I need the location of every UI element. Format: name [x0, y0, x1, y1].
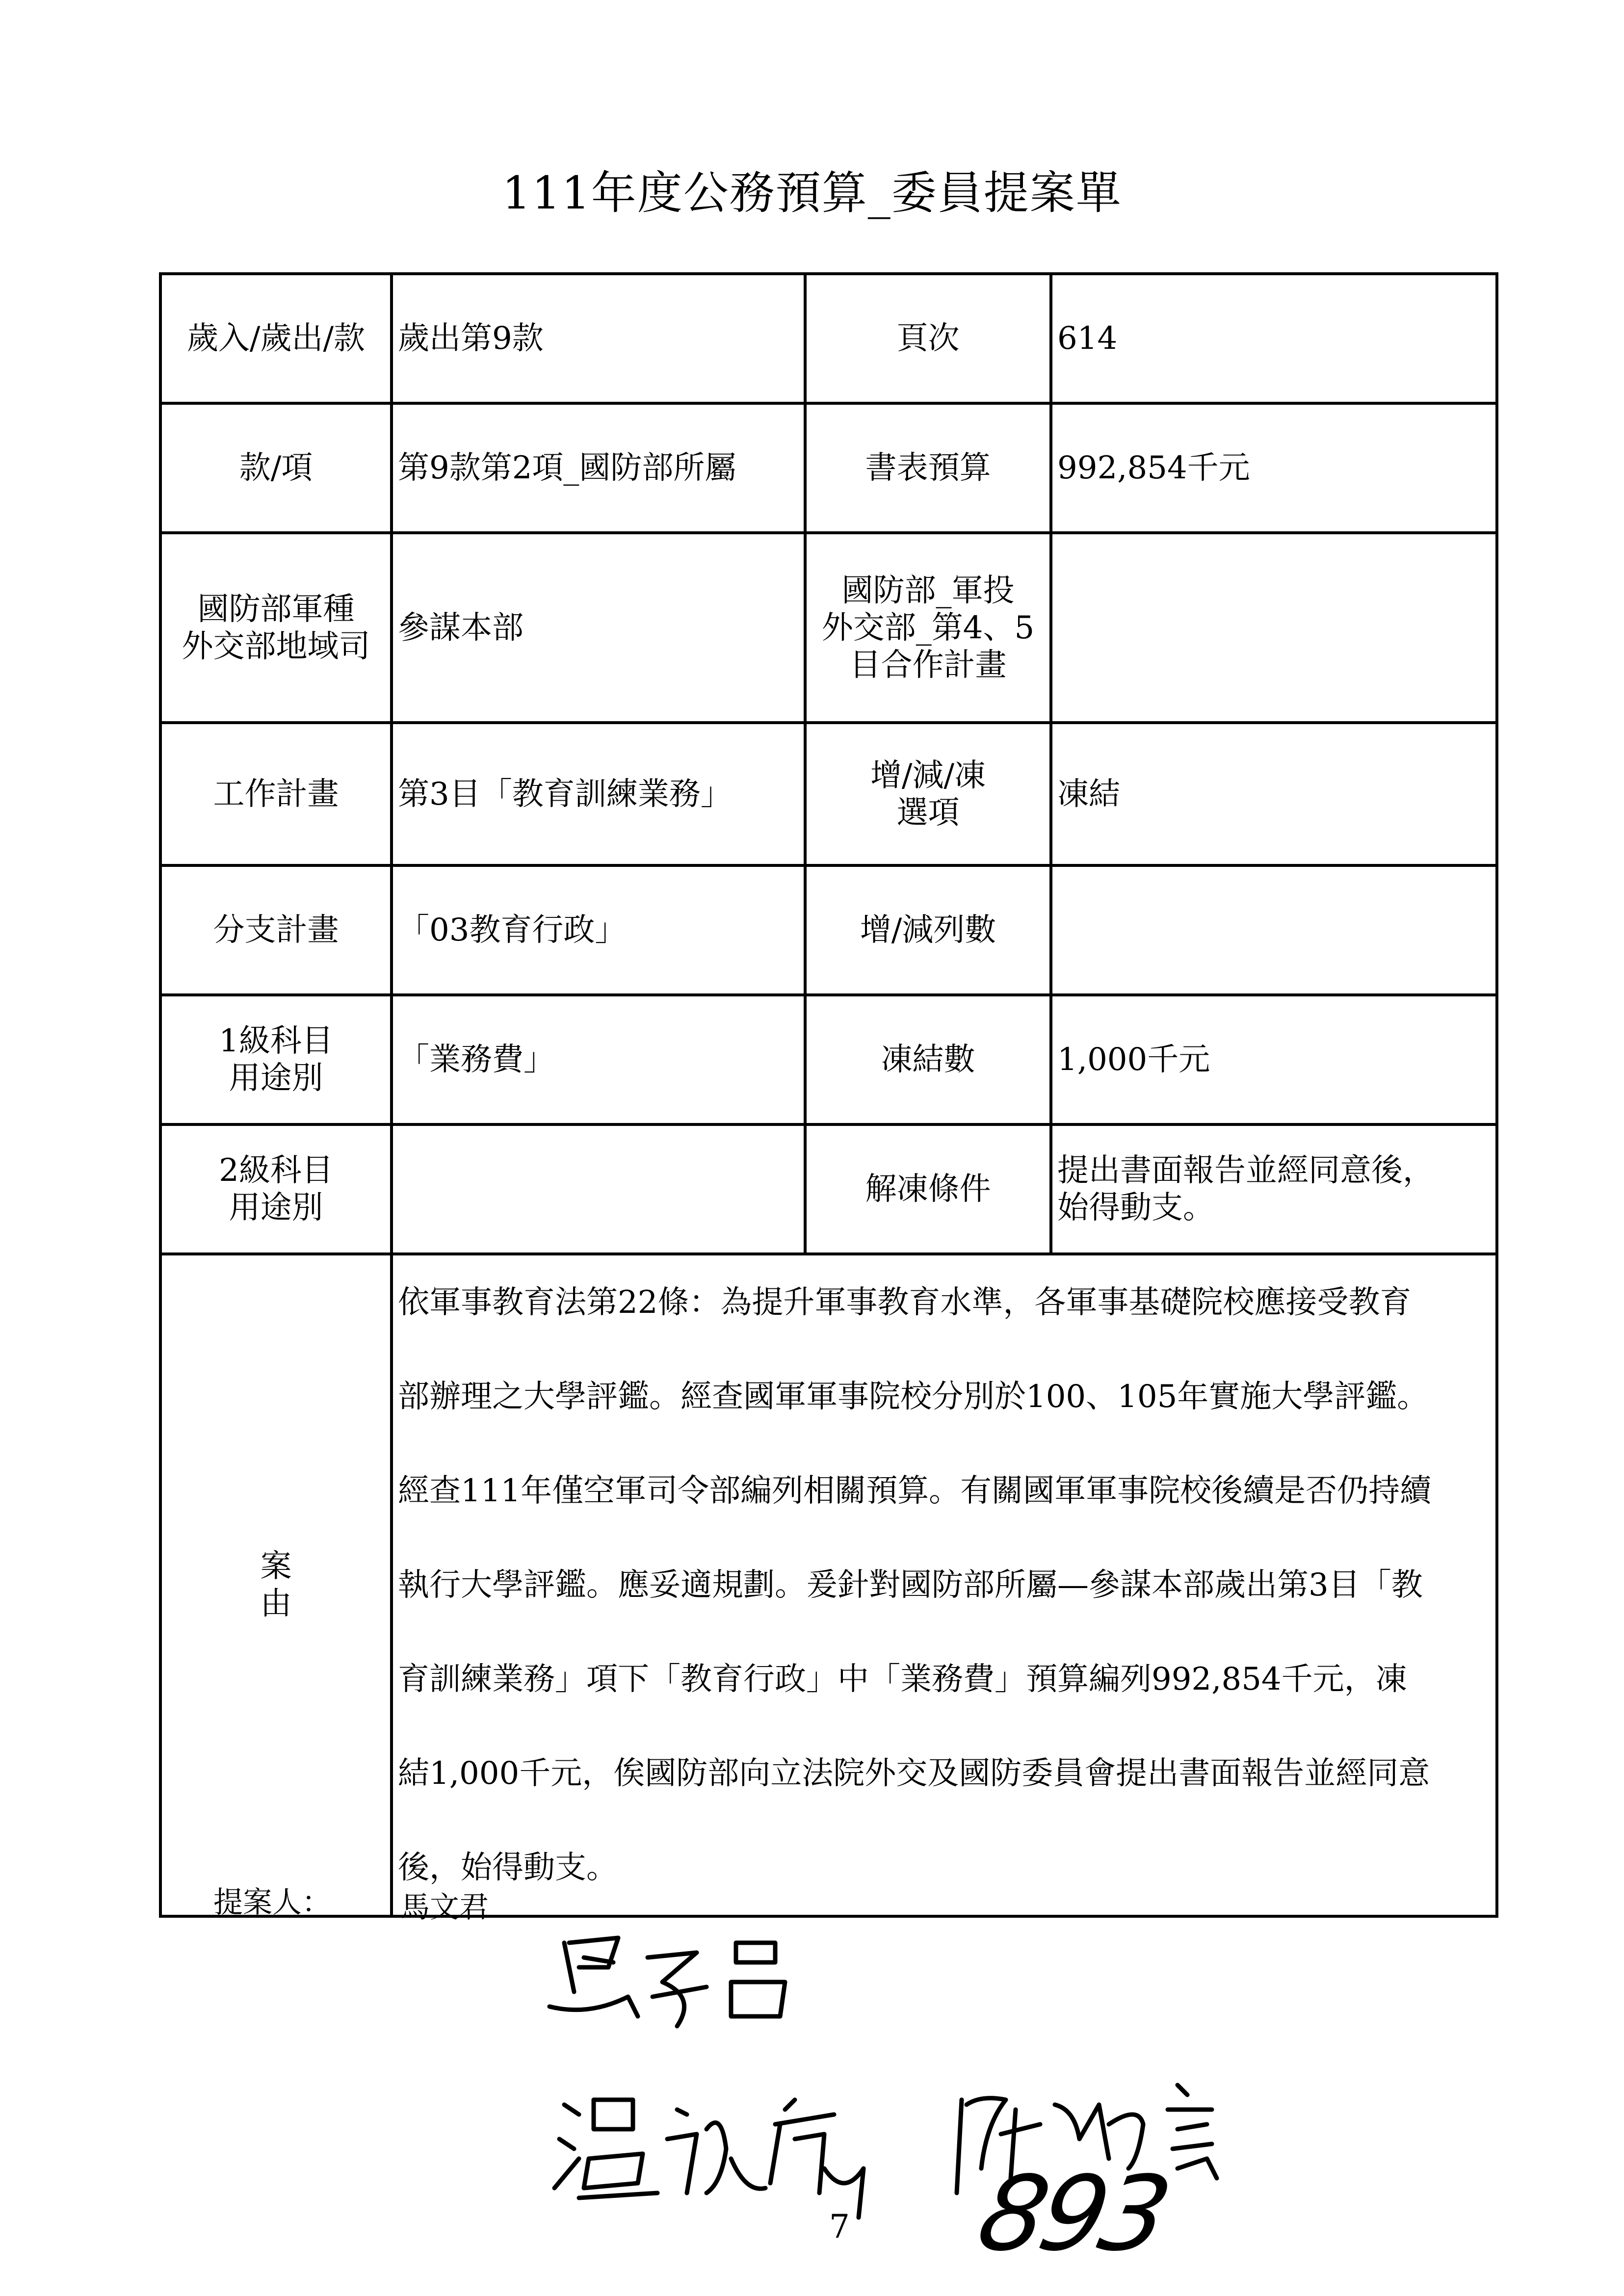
- reason-label: 案由: [160, 1254, 392, 1916]
- proposer-label: 提案人：: [213, 1885, 331, 1920]
- field-label: 解凍條件: [805, 1124, 1051, 1254]
- table-row: [160, 274, 1497, 403]
- field-label: 國防部_軍投 外交部_第4、5 目合作計畫: [805, 533, 1051, 723]
- reason-line: 依軍事教育法第22條：為提升軍事教育水準，各軍事基礎院校應接受教育: [398, 1284, 1412, 1321]
- field-value: 參謀本部: [392, 533, 805, 723]
- field-value: [1051, 865, 1497, 995]
- table-row: [160, 403, 1497, 533]
- field-value: 1,000千元: [1051, 995, 1497, 1124]
- reason-row: [160, 1254, 1497, 1916]
- field-label: 款/項: [160, 403, 392, 533]
- field-value: 凍結: [1051, 723, 1497, 865]
- field-label: 2級科目 用途別: [160, 1124, 392, 1254]
- field-value: 第9款第2項_國防部所屬: [392, 403, 805, 533]
- table-row: [160, 533, 1497, 723]
- table-row: [160, 865, 1497, 995]
- field-value: 「03教育行政」: [392, 865, 805, 995]
- field-label: 分支計畫: [160, 865, 392, 995]
- page-number: 7: [829, 2208, 850, 2245]
- field-label: 增/減/凍 選項: [805, 723, 1051, 865]
- field-label: 書表預算: [805, 403, 1051, 533]
- field-label: 國防部軍種 外交部地域司: [160, 533, 392, 723]
- table-row: [160, 995, 1497, 1124]
- reason-line: 後，始得動支。: [398, 1850, 618, 1886]
- field-value: [1051, 533, 1497, 723]
- field-value: 「業務費」: [392, 995, 805, 1124]
- reason-text: [392, 1254, 1497, 1916]
- field-value: 第3目「教育訓練業務」: [392, 723, 805, 865]
- proposal-table: [159, 272, 1498, 1918]
- field-label: 增/減列數: [805, 865, 1051, 995]
- field-label: 凍結數: [805, 995, 1051, 1124]
- page-title: 111年度公務預算_委員提案單: [502, 167, 1122, 219]
- field-label: 歲入/歲出/款: [160, 274, 392, 403]
- field-label: 1級科目 用途別: [160, 995, 392, 1124]
- reason-line: 部辦理之大學評鑑。經查國軍軍事院校分別於100、105年實施大學評鑑。: [398, 1379, 1429, 1415]
- field-value: 992,854千元: [1051, 403, 1497, 533]
- field-label: 工作計畫: [160, 723, 392, 865]
- field-value: 614: [1051, 274, 1497, 403]
- field-value: [392, 1124, 805, 1254]
- reason-line: 執行大學評鑑。應妥適規劃。爰針對國防部所屬—參謀本部歲出第3目「教: [398, 1567, 1423, 1603]
- table-row: [160, 1124, 1497, 1254]
- proposer-name: 馬文君: [400, 1890, 489, 1925]
- field-label: 頁次: [805, 274, 1051, 403]
- reason-line: 結1,000千元，俟國防部向立法院外交及國防委員會提出書面報告並經同意: [398, 1755, 1430, 1792]
- table-row: [160, 723, 1497, 865]
- reason-line: 經查111年僅空軍司令部編列相關預算。有關國軍軍事院校後續是否仍持續: [398, 1473, 1432, 1509]
- handwritten-number: 893: [968, 2154, 1176, 2274]
- field-value: 提出書面報告並經同意後， 始得動支。: [1051, 1124, 1497, 1254]
- field-value: 歲出第9款: [392, 274, 805, 403]
- reason-line: 育訓練業務」項下「教育行政」中「業務費」預算編列992,854千元，凍: [398, 1661, 1407, 1697]
